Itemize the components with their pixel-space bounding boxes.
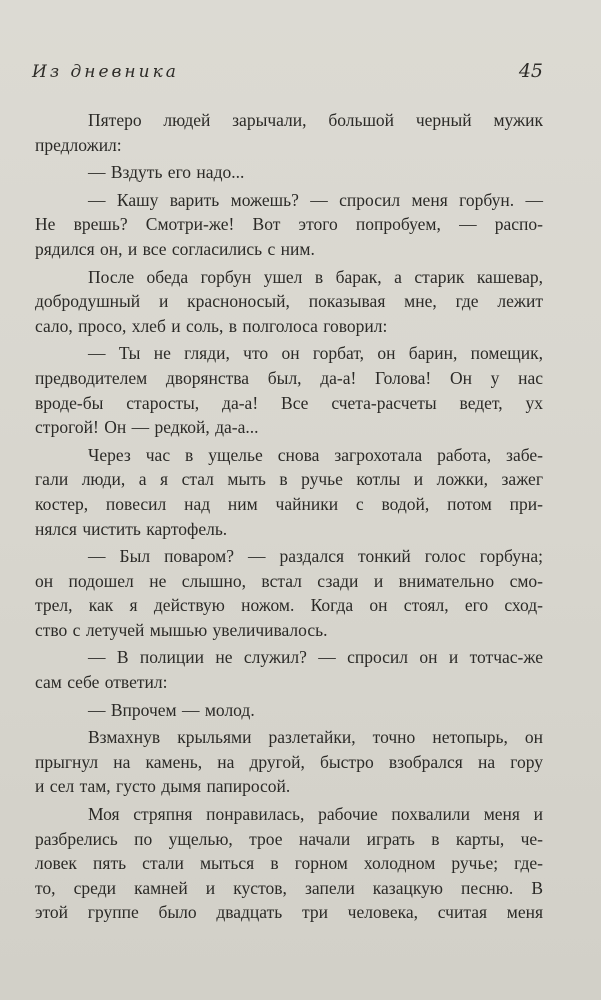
text-line: этой группе было двадцать три человека, считая меня [35, 902, 543, 923]
text-line: сам себе ответил: [35, 672, 168, 693]
text-line: вроде-бы старосты, да-а! Все счета-расчеты ведет, ух [35, 392, 543, 413]
text-line: разбрелись по ущелью, трое начали играть в карты, че- [35, 828, 543, 849]
text-line: то, среди камней и кустов, запели казацкую песню. В [35, 877, 543, 898]
text-line: трел, как я действую ножом. Когда он стоял, его сход- [35, 595, 543, 616]
text-line: рядился он, и все согласились с ним. [35, 238, 315, 259]
text-line: ловек пять стали мыться в горном холодном ручье; где- [35, 853, 543, 874]
text-line: добродушный и красноносый, показывая мне, где лежит [35, 291, 543, 312]
body-text [35, 108, 543, 925]
text-line: Моя стряпня понравилась, рабочие похвалили меня и [88, 804, 543, 825]
text-line: — Был поваром? — раздался тонкий голос горбуна; [88, 546, 543, 567]
text-line: — Впрочем — молод. [88, 699, 255, 720]
text-line: предложил: [35, 134, 122, 155]
text-line: нялся чистить картофель. [35, 518, 228, 539]
text-line: — Кашу варить можешь? — спросил меня горбун. — [88, 189, 543, 210]
page-number: 45 [518, 60, 543, 82]
text-line: и сел там, густо дымя папиросой. [35, 776, 291, 797]
text-line: Пятеро людей зарычали, большой черный мужик [88, 110, 543, 130]
running-title: Из дневника [32, 62, 179, 82]
text-line: — В полиции не служил? — спросил он и тотчас-же [88, 647, 543, 668]
text-line: Взмахнув крыльями разлетайки, точно нетопырь, он [88, 727, 543, 748]
text-line: строгой! Он — редкой, да-а... [35, 417, 259, 438]
text-line: ство с летучей мышью увеличивалось. [35, 619, 328, 640]
text-line: прыгнул на камень, на другой, быстро взобрался на гору [35, 751, 543, 772]
text-line: гали люди, а я стал мыть в ручье котлы и ложки, зажег [35, 469, 543, 490]
text-line: предводителем дворянства был, да-а! Голова! Он у нас [35, 367, 543, 388]
text-line: сало, просо, хлеб и соль, в полголоса говорил: [35, 315, 388, 336]
text-line: он подошел не слышно, встал сзади и внимательно смо- [35, 570, 543, 591]
text-line: костер, повесил над ним чайники с водой, потом при- [35, 493, 543, 514]
text-line: Через час в ущелье снова загрохотала работа, забе- [88, 444, 543, 465]
text-line: — Вздуть его надо... [88, 162, 245, 183]
text-line: После обеда горбун ушел в барак, а старик кашевар, [88, 266, 543, 287]
text-line: — Ты не гляди, что он горбат, он барин, помещик, [88, 343, 543, 364]
text-line: Не врешь? Смотри-же! Вот этого попробуем, — распо- [35, 214, 543, 235]
